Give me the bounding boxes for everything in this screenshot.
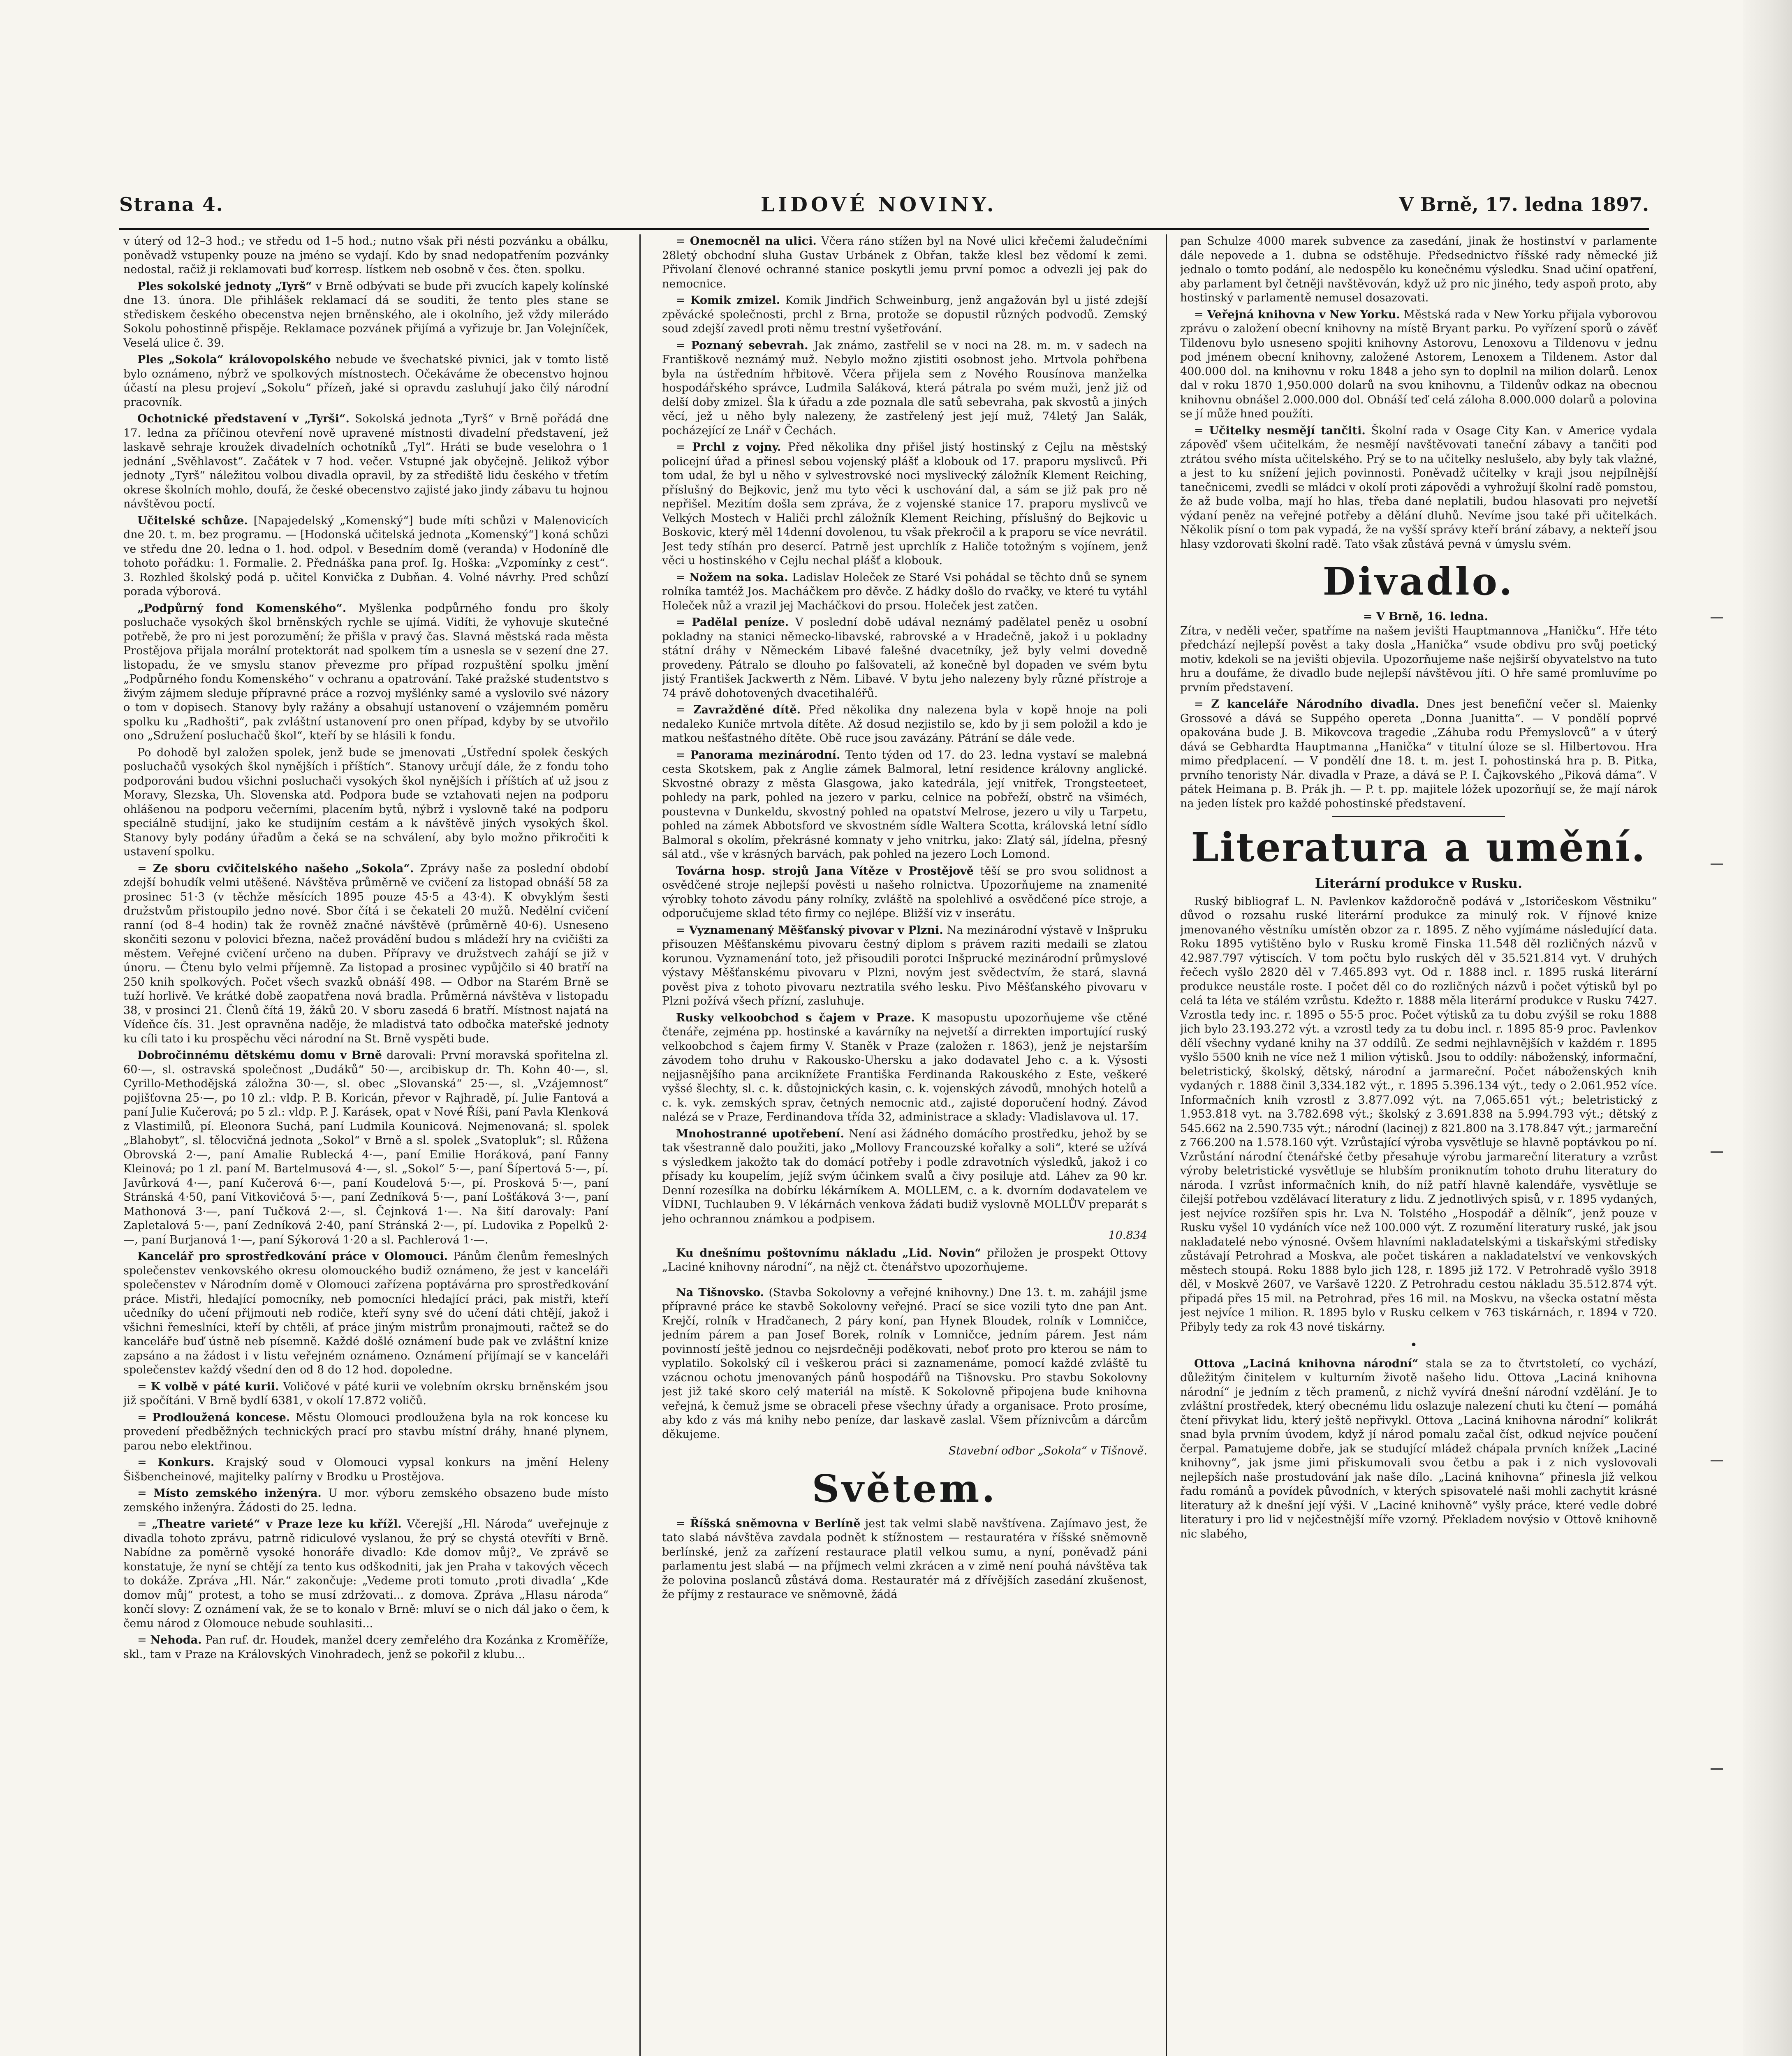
article: = Padělal peníze. V poslední době udával neznámý padělatel peněz u osobní pokladny na stanici německo-libavské, rabrovské a v Hradečně, jakož i u pokladny státní dráhy v Německém Libavé falešné dvacetníky, jež byly velmi dovedně provedeny. Pátralo se dlouho po falšovateli, až konečně byl dopaden ve svém bytu jistý František Jackwerth z Něm. Libavé. V bytu jeho nalezeny byly různé přístroje a 74 právě dohotovených dvacetihaléřů. xyxy=(662,616,1147,700)
article xyxy=(123,602,609,743)
article-title: Poznaný sebevrah. xyxy=(691,339,808,352)
article-text: Jak známo, zastřelil se v noci na 28. m. m. v sadech na Františkově neznámý muž. Nebylo možno zjistiti osobnost jeho. Mrtvola pohřbena byla na ústředním hřbitově. Včera přijela sem z Nového Rousínova manželka hospodářského správce, Ludmila Saláková, která pátrala po svém muži, jenž již od delší doby zmizel. Šla k úřadu a zde poznala dle satů sebevraha, pak skvostů a jiných věcí, jež u něho byly nalezeny, že zastřelený jest její muž, 74letý Jan Salák, pocházející ze Lnář v Čechách. xyxy=(662,339,1147,437)
article-subheading: Literární produkce v Rusku. xyxy=(1315,875,1523,891)
article: = Veřejná knihovna v New Yorku. Městská rada v New Yorku přijala vyborovou zprávu o založení obecní knihovny na místě Bryant parku. Po vyřízení sporů o závěť Tildenovu bylo usneseno spojiti knihovny Astorovu, Lenoxovu a Tildenovu v jednu pod jménem obecní knihovny, založené Astorem, Lenoxem a Tildenem. Astor dal 400.000 dol. na knihovnu v roku 1848 a jeho syn to doplnil na milion dolarů. Lenox dal v roku 1870 1,950.000 dolarů na svou knihovnu, a Tildenův odkaz na obecnou knihovnu obnášel 2.000.000 dol. Obnáší teď celá záloha 8.000.000 dolarů a polovina se jí může hned použíti. xyxy=(1180,308,1657,420)
article xyxy=(1180,610,1657,695)
divider xyxy=(1332,816,1505,817)
article-text: Dnes jest benefiční večer sl. Maienky Grossové a dává se Suppého opereta „Donna Juanitta“. — V pondělí poprvé opakována bude J. B. Mikovcova tragedie „Záhuba rodu Přemyslovců“ a v úterý dává se Gebhardta Hauptmanna „Hanička“ v titulní úloze se sl. Hilbertovou. Hra mimo předplacení. — V pondělí dne 18. t. m. jest I. pohostinská hra p. B. Pitka, prvního tenoristy Nár. divadla v Praze, a dává se P. I. Čajkovského „Piková dáma“. V pátek Heimana p. B. Prák jh. — P. t. pp. majitele lóžek upozorňují se, že mají nárok na jeden lístek pro každé pohostinské představení. xyxy=(1180,698,1657,810)
article-title: Panorama mezinárodní. xyxy=(690,748,840,762)
article-text: Po dohodě byl založen spolek, jenž bude se jmenovati „Ústřední spolek českých posluchačů vysokých škol nynějších i příštích“. Stanovy určují dále, že z fondu toho podporováni budou všichni posluchači vysokých škol nynějších i příštích ať už jsou z Moravy, Slezska, Uh. Slovenska atd. Podpora bude se vztahovati nejen na podporu ohlášenou na podporu večerními, placením bytů, nýbrž i vyslovně také na podporu speciálně studijní, jako ke studijním cestám a k návštěvě jiných vysokých škol. Stanovy byly podány úřadům a čeká se na schválení, aby bylo možno přikročiti k ustavení spolku. xyxy=(123,746,609,858)
masthead: LIDOVÉ NOVINY. xyxy=(761,193,997,216)
page-number: Strana 4. xyxy=(119,193,224,215)
article: = Konkurs. Krajský soud v Olomouci vypsal konkurs na jmění Heleny Šišbencheinové, majitelky palírny v Brodku u Prostějova. xyxy=(123,1456,609,1483)
article-text: Zítra, v neděli večer, spatříme na našem jevišti Hauptmannova „Haničku“. Hře této předchází nejlepší pověst a taky dosla „Hanička“ vsude obdivu pro svůj poetický motiv, kdekoli se na jevišti objevila. Upozorňujeme naše nejširší obyvatelstvo na tuto hru a doufáme, že divadlo bude nejlepší návštěvou jíti. O hře samé promluvíme po prvním představení. xyxy=(1180,624,1657,694)
article: = Onemocněl na ulici. Včera ráno stížen byl na Nové ulici křečemi žaludečními 28letý obchodní sluha Gustav Urbánek z Obřan, takže klesl bez vědomí k zemi. Přivolaní členové ochranné stanice poskytli jemu první pomoc a odvezli jej pak do nemocnice. xyxy=(662,235,1147,290)
divider xyxy=(868,1279,942,1280)
article xyxy=(123,514,609,599)
article-text: Městu Olomouci prodloužena byla na rok koncese ku provedení předběžných technických prací pro stavbu místní dráhy, hnané plynem, parou nebo elektřinou. xyxy=(123,1411,609,1452)
article xyxy=(123,280,609,351)
article-text: Včerejší „Hl. Národa“ uveřejnuje z divadla tohoto zprávu, patrně ridiculové vyslanou, že prý se chystá otevříti v Brně. Nabídne za poměrně vysoké honoráře divadlo: Kde domov můj?„ Ve zprávě se konstatuje, že nyní se chtějí za tento kus odškodniti, jak jen Praha v takových věcech to dokáže. Zpráva „Hl. Nár.“ zakončuje: „Vedeme proti tomuto ‚proti divadla‘ „Kde domov můj“ protest, a toho se musí zdržovati... z domova. Zpráva „Hlasu národa“ končí slovy: Z oznámení vak, že se to konalo v Brně: mluví se o nich dál jako o čem, k čemu národ z Olomouce nebude souhlasiti... xyxy=(123,1518,609,1630)
article-text: Komik Jindřich Schweinburg, jenž angažován byl u jisté zdejší zpěvácké společnosti, prchl z Brna, protože se dopustil různých podvodů. Zemský soud zdejší zavedl proti němu trestní vyšetřování. xyxy=(662,294,1147,335)
insertion-number: 10.834 xyxy=(1108,1229,1147,1242)
separator-dots: • xyxy=(1410,1338,1427,1352)
article xyxy=(662,1127,1147,1227)
article-text: Voličové v páté kurii ve volebním okrsku brněnském jsou již spočítáni. V Brně bydlí 6381, v okolí 17.872 voličů. xyxy=(123,1380,609,1407)
article xyxy=(1180,1357,1657,1542)
article-text: V poslední době udával neznámý padělatel peněz u osobní pokladny na stanici německo-libavské, rabrovské a v Hradečně, jakož i u pokladny státní dráhy v Německém Libavé falešné dvacetníky, jež byly velmi dovedně provedeny. Pátralo se dlouho po falšovateli, až konečně byl dopaden ve svém bytu jistý František Jackwerth z Něm. Libavé. V bytu jeho nalezeny byly různé přístroje a 74 právě dohotovených dvacetihaléřů. xyxy=(662,616,1147,700)
article-text: Myšlenka podpůrného fondu pro školy posluchače vysokých škol brněnských rychle se ujímá. Vidíti, že vyhovuje skutečné potřebě, že pro ni jest porozumění; že přišla v pravý čas. Slavná městská rada města Prostějova přijala morální protektorát nad spolkem tím a usnesla se v sezení dne 27. listopadu, že ve smyslu stanov převezme pro případ rozpuštění spolku jmění „Podpůrného fondu Komenského“ v ochranu a opatrování. Také pražské studentstvo s živým zájmem sleduje přípravné práce a rozvoj myšlénky samé a vyslovilo své názory o tom v dopisech. Stanovy byly ražány a obsahují ustanovení o vzájemném poměru spolku ku „Radhošti“, pak zvláštní ustanovení pro onen případ, kdyby by se utvořilo ono „Sdružení posluchačů škol“, kteří by se hlásili k fondu. xyxy=(123,602,609,742)
article: = Zavražděné dítě. Před několika dny nalezena byla v kopě hnoje na poli nedaleko Kuniče mrtvola dítěte. Až dosud nezjistilo se, kdo by ji sem položil a kdo je matkou nešťastného dítěte. Obě ruce jsou zavázány. Pátrání se dále vede. xyxy=(662,704,1147,745)
article-text: Před několika dny nalezena byla v kopě hnoje na poli nedaleko Kuniče mrtvola dítěte. Až dosud nezjistilo se, kdo by ji sem položil a kdo je matkou nešťastného dítěte. Obě ruce jsou zavázány. Pátrání se dále vede. xyxy=(662,704,1147,745)
article-title: Učitelky nesmějí tančiti. xyxy=(1209,424,1366,437)
article-text: Zprávy naše za poslední období zdejší bohudík velmi utěšené. Návštěva průměrně ve cvičení za listopad obnáší 58 za prosinec 51·3 (v těchže měsících 1895 pouze 45·5 a 43·4). K obvyklým šesti družstvům přistoupilo jedno nové. Sbor čítá i se čekateli 20 mužů. Nedělní cvičení ranní (od 8–4 hodin) tak že rovněž značné návštěvě (průměrně 40·6). Usneseno skončiti sezonu v polovici března, načež provádění budou s mládeží hry na cvičišti za městem. Veřejné cvičení určeno na duben. Přípravy ve družstvech zahájí se již v únoru. — Čtenu bylo velmi příjemně. Za listopad a prosinec vypůjčilo si 40 bratří na 250 knih spolkových. Počet všech svazků obnáší 498. — Odbor na Starém Brně se tuží horlivě. Ve krátké době zaopatřena nová bradla. Průměrná návštěva v listopadu 38, v prosinci 21. Členů čítá 19, žáků 20. V sboru zasedá 6 bratří. Místnost najatá na Vídeňce čís. 31. Jest opravněna naděje, že mladistvá tato odbočka mateřské jednoty ku cíli tato i ku prospěchu věci národní na St. Brně vyspěti bude. xyxy=(123,862,609,1045)
article-text: Na mezinárodní výstavě v Inšpruku přisouzen Měšťanskému pivovaru čestný diplom s právem raziti medaili se zlatou korunou. Vyznamenání toto, jež přisoudili porotci Inšprucké mezinárodní průmyslové výstavy Měšťanskému pivovaru v Plzni, novým jest svědectvím, že stará, slavná pověst piva z tohoto pivovaru neztratila svého lesku. Pivo Měšťanského pivovaru v Plzni požívá všech přízní, zasluhuje. xyxy=(662,924,1147,1007)
article-text: Včera ráno stížen byl na Nové ulici křečemi žaludečními 28letý obchodní sluha Gustav Urbánek z Obřan, takže klesl bez vědomí k zemi. Přivolaní členové ochranné stanice poskytli jemu první pomoc a odvezli jej pak do nemocnice. xyxy=(662,235,1147,290)
article-title: Konkurs. xyxy=(157,1456,215,1469)
article-title: Mnohostranné upotřebení. xyxy=(676,1127,844,1140)
article xyxy=(662,864,1147,921)
article-title: Nožem na soka. xyxy=(689,571,788,584)
article-title: Prchl z vojny. xyxy=(692,441,781,454)
article-title: Dobročinnému dětskému domu v Brně xyxy=(137,1049,382,1062)
article-title: Učitelské schůze. xyxy=(137,514,248,527)
article-text: stala se za to čtvrtstoletí, co vychází, důležitým činitelem v kulturním životě našeho lidu. Ottova „Laciná knihovna národní“ je jedním z těch pramenů, z nichž vyvírá dnešní národní vzdělání. Je to zvláštní prostředek, který obecnému lidu oslazuje nalezení chuti ku čtení — pomáhá čtení přivykat lidu, který ještě nepřivykl. Ottova „Laciná knihovna národní“ kolikrát snad byla prvním úvodem, když jí národ pomalu začal číst, odkud nejvíce poučení čerpal. Pamatujeme dobře, jak se studující mládež chápala prvních knížek „Laciné knihovny“, jak jsme jimi přiskumovali svou četbu a pak i z nich vyslovovali nejlepších naše prostudování jak naše dílo. „Laciná knihovna“ přinesla již velkou řadu románů a povídek původních, v kterých spisovatelé naši mohli zachytit krásné literatury až k dnešní její výši. V „Laciné knihovně“ vyšly práce, které vedle dobré literatury i pro lid v nejčestnější míře vzorný. Překladem novýsio v Ottově knihovně nic slabého, xyxy=(1180,1357,1657,1540)
article: = Nožem na soka. Ladislav Holeček ze Staré Vsi pohádal se těchto dnů se synem rolníka tamtéž Jos. Macháčkem pro děvče. Z hádky došlo do rvačky, ve které tu vytáhl Holeček nůž a vrazil jej Macháčkovi do prsou. Holeček jest zatčen. xyxy=(662,571,1147,612)
edge-mark xyxy=(1711,1768,1723,1770)
article-text: [Napajedelský „Komenský“] bude míti schůzi v Malenovicích dne 20. t. m. bez programu. — [Hodonská učitelská jednota „Komenský“] koná schůzi ve středu dne 20. ledna o 1. hod. odpol. v Besedním domě (veranda) v Hodoníně dle tohoto pořádku: 1. Formalie. 2. Přednáška pana prof. Ig. Hoška: „Vzpomínky z cest“. 3. Rozhled školský podá p. učitel Konvička z Dubňan. 4. Volné návrhy. Pred schůzí porada výborová. xyxy=(123,514,609,598)
article: = „Theatre varieté“ v Praze leze ku křížl. Včerejší „Hl. Národa“ uveřejnuje z divadla tohoto zprávu, patrně ridiculové vyslanou, že prý se chystá otevříti v Brně. Nabídne za poměrně vysoké honoráře divadlo: Kde domov můj?„ Ve zprávě se konstatuje, že nyní se chtějí za tento kus odškodniti, jak jen Praha v takových věcech to dokáže. Zpráva „Hl. Nár.“ zakončuje: „Vedeme proti tomuto ‚proti divadla‘ „Kde domov můj“ protest, a toho se musí zdržovati... z domova. Zpráva „Hlasu národa“ končí slovy: Z oznámení vak, že se to konalo v Brně: mluví se o nich dál jako o čem, k čemu národ z Olomouce nebude souhlasiti... xyxy=(123,1518,609,1630)
article-text: Krajský soud v Olomouci vypsal konkurs na jmění Heleny Šišbencheinové, majitelky palírny v Brodku u Prostějova. xyxy=(123,1456,609,1483)
article-title: Veřejná knihovna v New Yorku. xyxy=(1207,308,1400,321)
section-heading-divadlo: Divadlo. xyxy=(1322,559,1515,604)
article-text: Před několika dny přišel jistý hostinský z Cejlu na městský policejní úřad a přinesl sebou vojenský plášť a klobouk od 17. praporu myslivců. Při tom udal, že byl u něho v sylvestrovské noci myslivecký záložník Klement Reiching, příslušný do Bejkovic, jenž mu tyto věci k uschování dal, a sám se již pak pro ně nepřišel. Mezitím došla sem zpráva, že z vojenské stanice 17. praporu myslivců ve Velkých Mostech v Haliči prchl záložník Klement Reiching, příslušný do Bejkovic u Boskovic, který měl 14denní dovolenou, tu však překročil a k praporu se více nevrátil. Jest tedy stíhán pro desercí. Patrně jest uprchlík z Haliče totožným s vojínem, jenž věci u hostinského v Cejlu nechal plášť a klobouk. xyxy=(662,441,1147,567)
article xyxy=(662,1246,1147,1275)
article-title: Kancelář pro sprostředkování práce v Olomouci. xyxy=(137,1250,448,1263)
article-title: Ku dnešnímu poštovnímu nákladu „Lid. Novin“ xyxy=(676,1246,982,1260)
page-header xyxy=(119,193,1649,226)
article-title: K volbě v páté kurii. xyxy=(150,1380,279,1393)
article-title: „Podpůrný fond Komenského“. xyxy=(137,602,347,615)
article-title: Zavražděné dítě. xyxy=(693,704,801,716)
article-title: Ze sboru cvičitelského našeho „Sokola“. xyxy=(153,862,414,875)
article: = Poznaný sebevrah. Jak známo, zastřelil se v noci na 28. m. m. v sadech na Františkově neznámý muž. Nebylo možno zjistiti osobnost jeho. Mrtvola pohřbena byla na ústředním hřbitově. Včera přijela sem z Nového Rousínova manželka hospodářského správce, Ludmila Saláková, která pátrala po svém muži, jenž již od delší doby zmizel. Šla k úřadu a zde poznala dle satů sebevraha, pak skvostů a jiných věcí, jež u něho byly nalezeny, že zastřelený jest její muž, 74letý Jan Salák, pocházející ze Lnář v Čechách. xyxy=(662,339,1147,437)
article-title: „Theatre varieté“ v Praze leze ku křížl. xyxy=(152,1518,402,1530)
edge-mark xyxy=(1711,617,1723,618)
page-edge-marks xyxy=(1711,617,1735,2056)
article-text: (Stavba Sokolovny a veřejné knihovny.) Dne 13. t. m. zahájil jsme přípravné práce ke stavbě Sokolovny veřejné. Prací se sice vozili tyto dne pan Ant. Krejčí, rolník v Hradčanech, 2 páry koní, pan Hynek Bloudek, rolník v Lomničce, jedním párem a pan Josef Borek, rolník v Lomničce, jedním párem. Jest nám povinností ještě jednou co nejsrdečněji poděkovati, neboť proto pro kterou se nám to vyplatilo. Sokolský cíl i veškerou práci si zaznamenáme, pomocí každé zvláště tu vzácnou ochotu jmenovaných pánů hospodářů na Tišnovsku. Pro stavbu Sokolovny jest již také skoro celý materiál na místě. K Sokolovně připojena bude knihovna veřejná, k čemuž jsme se obraceli přese všechny úřady a organisace. Proto prosíme, aby kdo z vás má knihy nebo peníze, dar laskavě zaslal. Všem příznivcům a dárcům děkujeme. xyxy=(662,1286,1147,1441)
section-heading-svetem: Světem. xyxy=(812,1466,998,1511)
article: = Ze sboru cvičitelského našeho „Sokola“. Zprávy naše za poslední období zdejší bohudík velmi utěšené. Návštěva průměrně ve cvičení za listopad obnáší 58 za prosinec 51·3 (v těchže měsících 1895 pouze 45·5 a 43·4). K obvyklým šesti družstvům přistoupilo jedno nové. Sbor čítá i se čekateli 20 mužů. Nedělní cvičení ranní (od 8–4 hodin) tak že rovněž značné návštěvě (průměrně 40·6). Usneseno skončiti sezonu v polovici března, načež provádění budou s mládeží hry na cvičišti za městem. Veřejné cvičení určeno na duben. Přípravy ve družstvech zahájí se již v únoru. — Čtenu bylo velmi příjemně. Za listopad a prosinec vypůjčilo si 40 bratří na 250 knih spolkových. Počet všech svazků obnáší 498. — Odbor na Starém Brně se tuží horlivě. Ve krátké době zaopatřena nová bradla. Průměrná návštěva v listopadu 38, v prosinci 21. Členů čítá 19, žáků 20. V sboru zasedá 6 bratří. Místnost najatá na Vídeňce čís. 31. Jest opravněna naděje, že mladistvá tato odbočka mateřské jednoty ku cíli tato i ku prospěchu věci národní na St. Brně vyspěti bude. xyxy=(123,862,609,1045)
article-text: Sokolská jednota „Tyrš“ v Brně pořádá dne 17. ledna za příčinou otevření nově upravené místnosti divadelní představení, jež laskavě sehraje kroužek divadelních ochotníků „Tyl“. Hráti se bude veselohra o 1 jednání „Svěhlavost“. Začátek v 7 hod. večer. Vstupné jak obyčejně. Jelikož výbor jednoty „Tyrš“ náležitou volbou divadla opravil, by za střediště lidu českého v třetím okrese školních mohlo, doufá, že české obecenstvo zajisté jako jindy zábavu tu hojnou návštěvou poctí. xyxy=(123,412,609,510)
column-rule xyxy=(1166,234,1167,2056)
article xyxy=(662,1011,1147,1125)
article-text: Není asi žádného domácího prostředku, jehož by se tak všestranně dalo použiti, jako „Mollovy Francouzské kořalky a soli“, které se užívá s výsledkem jakožto tak do domácí potřeby i podle zdravotních výsledků, jakož i co přísady ku koupelím, jejíž svým účinkem svalů a čivy posiluje atd. Láhev za 90 kr. Denní rozesílka na dobírku lékárníkem A. MOLLEM, c. a k. dvorním dodavatelem ve VÍDNI, Tuchlauben 9. V lékárnách venkova žádati budiž vyslovně MOLLŮV preparát s jeho ochrannou známkou a podpisem. xyxy=(662,1127,1147,1225)
article-title: Rusky velkoobchod s čajem v Praze. xyxy=(676,1011,915,1024)
article-title: Onemocněl na ulici. xyxy=(690,235,817,248)
article: = Říšská sněmovna v Berlíně jest tak velmi slabě navštívena. Zajímavo jest, že tato slabá návštěva zavdala podnět k stížnostem — restauratéra v říšské sněmovně berlínské, jenž za zařízení restaurace platil velkou sumu, a nyní, poněvadž páni parlamentu jest slabá — na příjmech velmi zkrácen a v zimě není pouhá návštěva tak že polovina poslanců zůstává doma. Restauratér má z dřívějších zasedání zkušenost, že příjmy z restaurace ve sněmovně, žádá xyxy=(662,1517,1147,1601)
article xyxy=(123,1250,609,1378)
edge-mark xyxy=(1711,1460,1723,1461)
article xyxy=(123,412,609,512)
article-text: Školní rada v Osage City Kan. v Americe vydala zápověď všem učitelkám, že nesmějí navštěvovati taneční zábavy a tančiti pod ztrátou svého místa učitelského. Prý se to na učitelky neslušelo, aby byly tak vlažné, a jest to ku snížení jejich povinnosti. Poněvadž učitelky v kraji jsou nejpílnější tanečnicemi, zvedli se mládci v okolí proti zápovědi a vyhrožují školní radě pomstou, že až bude volba, mají ho hlas, třeba dané neplatili, budou hlasovati pro nejvetší výdaní peněz na veřejné potřeby a dělání dluhů. Nevíme jsou také při učitelkách. Několik písní o tom pak vypadá, že na vyšší správy kteří brání zábavy, a nekteří jsou hlasy vzdorovati školní radě. Tato však zůstává pevná v úmyslu svém. xyxy=(1180,424,1657,551)
article: = Prodloužená koncese. Městu Olomouci prodloužena byla na rok koncese ku provedení předběžných technických prací pro stavbu místní dráhy, hnané plynem, parou nebo elektřinou. xyxy=(123,1411,609,1452)
article-title: Říšská sněmovna v Berlíně xyxy=(690,1517,861,1530)
article-title: Na Tišnovsko. xyxy=(676,1286,764,1299)
article-title: Ples sokolské jednoty „Tyrš“ xyxy=(137,280,312,293)
article-title: Místo zemského inženýra. xyxy=(153,1487,322,1500)
article: = Učitelky nesmějí tančiti. Školní rada v Osage City Kan. v Americe vydala zápověď všem učitelkám, že nesmějí navštěvovati taneční zábavy a tančiti pod ztrátou svého místa učitelského. Prý se to na učitelky neslušelo, aby byly tak vlažné, a jest to ku snížení jejich povinnosti. Poněvadž učitelky v kraji jsou nejpílnější tanečnicemi, zvedli se mládci v okolí proti zápovědi a vyhrožují školní radě pomstou, že až bude volba, mají ho hlas, třeba dané neplatili, budou hlasovati pro nejvetší výdaní peněz na veřejné potřeby a dělání dluhů. Nevíme jsou také při učitelkách. Několik písní o tom pak vypadá, že na vyšší správy kteří brání zábavy, a nekteří jsou hlasy vzdorovati školní radě. Tato však zůstává pevná v úmyslu svém. xyxy=(1180,424,1657,551)
article: = Prchl z vojny. Před několika dny přišel jistý hostinský z Cejlu na městský policejní úřad a přinesl sebou vojenský plášť a klobouk od 17. praporu myslivců. Při tom udal, že byl u něho v sylvestrovské noci myslivecký záložník Klement Reiching, příslušný do Bejkovic, jenž mu tyto věci k uschování dal, a sám se již pak pro ně nepřišel. Mezitím došla sem zpráva, že z vojenské stanice 17. praporu myslivců ve Velkých Mostech v Haliči prchl záložník Klement Reiching, příslušný do Bejkovic u Boskovic, který měl 14denní dovolenou, tu však překročil a k praporu se více nevrátil. Jest tedy stíhán pro desercí. Patrně jest uprchlík z Haliče totožným s vojínem, jenž věci u hostinského v Cejlu nechal plášť a klobouk. xyxy=(662,441,1147,567)
header-rule xyxy=(119,228,1649,230)
article-text: jest tak velmi slabě navštívena. Zajímavo jest, že tato slabá návštěva zavdala podnět k stížnostem — restauratéra v říšské sněmovně berlínské, jenž za zařízení restaurace platil velkou sumu, a nyní, poněvadž páni parlamentu jest slabá — na příjmech velmi zkrácen a v zimě není pouhá návštěva tak že polovina poslanců zůstává doma. Restauratér má z dřívějších zasedání zkušenost, že příjmy z restaurace ve sněmovně, žádá xyxy=(662,1517,1147,1601)
article: = Panorama mezinárodní. Tento týden od 17. do 23. ledna vystaví se malebná cesta Skotskem, pak z Anglie zámek Balmoral, letní residence královny anglické. Skvostné obrazy z města Glasgowa, jako katedrála, její vnitřek, Trongsteeteet, pohledy na park, pohled na jezero v parku, celnice na pobřeží, obstrč na všiméch, poustevna v Dunkeldu, skvostný pohled na opatství Melrose, jezero u vily u Tarpetu, pohled na zámek Abbotsford ve skvostném sídle Waltera Scotta, královská letní sídlo Balmoral s okolím, překrásné komnaty v jeho vnitrku, jako: Zlatý sál, jídelna, přesný sál atd., vše v krásných barvách, pak pohled na jezero Loch Lomond. xyxy=(662,748,1147,861)
article-title: Ples „Sokola“ královopolského xyxy=(137,353,331,366)
article-text: Tento týden od 17. do 23. ledna vystaví se malebná cesta Skotskem, pak z Anglie zámek Balmoral, letní residence královny anglické. Skvostné obrazy z města Glasgowa, jako katedrála, její vnitřek, Trongsteeteet, pohledy na park, pohled na jezero v parku, celnice na pobřeží, obstrč na všiméch, poustevna v Dunkeldu, skvostný pohled na opatství Melrose, jezero u vily u Tarpetu, pohled na zámek Abbotsford ve skvostném sídle Waltera Scotta, královská letní sídlo Balmoral s okolím, překrásné komnaty v jeho vnitrku, jako: Zlatý sál, jídelna, přesný sál atd., vše v krásných barvách, pak pohled na jezero Loch Lomond. xyxy=(662,748,1147,861)
article-title: Vyznamenaný Měšťanský pivovar v Plzni. xyxy=(689,924,943,937)
article: = Z kanceláře Národního divadla. Dnes jest benefiční večer sl. Maienky Grossové a dává se Suppého opereta „Donna Juanitta“. — V pondělí poprvé opakována bude J. B. Mikovcova tragedie „Záhuba rodu Přemyslovců“ a v úterý dává se Gebhardta Hauptmanna „Hanička“ v titulní úloze se sl. Hilbertovou. Hra mimo předplacení. — V pondělí dne 18. t. m. jest I. pohostinská hra p. B. Pitka, prvního tenoristy Nár. divadla v Praze, a dává se P. I. Čajkovského „Piková dáma“. V pátek Heimana p. B. Prák jh. — P. t. pp. majitele lóžek upozorňují se, že mají nárok na jeden lístek pro každé pohostinské představení. xyxy=(1180,698,1657,810)
article-text: přiložen je prospekt Ottovy „Laciné knihovny národní“, na nějž ct. čtenářstvo upozorňujeme. xyxy=(662,1246,1147,1273)
article-text: nebude ve švechatské pivnici, jak v tomto listě bylo oznámeno, nýbrž ve spolkových místnostech. Očekáváme že obecenstvo hojnou účastí na plesu projeví „Sokolu“ přízeň, jaké si opravdu zasluhují jako čilý národní pracovník. xyxy=(123,353,609,409)
column-rule xyxy=(639,234,641,2056)
article-title: Prodloužená koncese. xyxy=(152,1411,290,1424)
article: = Komik zmizel. Komik Jindřich Schweinburg, jenž angažován byl u jisté zdejší zpěvácké společnosti, prchl z Brna, protože se dopustil různých podvodů. Zemský soud zdejší zavedl proti němu trestní vyšetřování. xyxy=(662,294,1147,335)
article: = Místo zemského inženýra. U mor. výboru zemského obsazeno bude místo zemského inženýra. Žádosti do 25. ledna. xyxy=(123,1487,609,1514)
article-text: darovali: První moravská spořitelna zl. 60·—, sl. ostravská společnost „Dudáků“ 50·—, arcibiskup dr. Th. Kohn 40·—, sl. Cyrillo-Methodějská záložna 30·—, sl. obec „Slovanská“ 25·—, sl. „Vzájemnost“ pojišťovna 25·—, po 10 zl.: vldp. P. B. Koricán, převor v Rajhradě, pí. Julie Fantová a paní Julie Kučerová; po 5 zl.: vldp. P. J. Karásek, opat v Nové Říši, paní Pavla Klenková z Vlastimilů, pí. Eleonora Suchá, paní Ludmila Kounicová. Nejmenovaná; sl. spolek „Blahobyt“, sl. tělocvičná jednota „Sokol“ v Brně a sl. spolek „Svatopluk“; sl. Růžena Obrovská 2·—, paní Amalie Rublecká 4·—, paní Emilie Horáková, paní Fanny Kleinová; po 1 zl. paní M. Bartelmusová 4·—, sl. „Sokol“ 5·—, paní Šípertová 5·—, pí. Javůrková 4·—, paní Kučerová 6·—, paní Koudelová 5·—, pí. Prosková 5·—, paní Stránská 4·50, paní Vitkovičová 5·—, paní Zedníková 5·—, paní Lošťáková 3·—, paní Mathonová 3·—, paní Tučková 2·—, sl. Čejnková 1·—. Na šití darovaly: Paní Zapletalová 5·—, paní Zedníková 2·40, paní Stránská 2·—, pí. Ludovika z Popelků 2·—, paní Burjanová 1·—, paní Sýkorová 1·20 a sl. Pachlerová 1·—. xyxy=(123,1049,609,1246)
column-2 xyxy=(662,234,1147,2056)
article-text: Městská rada v New Yorku přijala vyborovou zprávu o založení obecní knihovny na místě Bryant parku. Po vyřízení sporů o závěť Tildenovu bylo usneseno spojiti knihovny Astorovu, Lenoxovu a Tildenovu v jednu pod jménem obecní knihovny, založené Astorem, Lenoxem a Tildenem. Astor dal 400.000 dol. na knihovnu v roku 1848 a jeho syn to doplnil na milion dolarů. Lenox dal v roku 1870 1,950.000 dolarů na svou knihovnu, a Tildenův odkaz na obecnou knihovnu obnášel 2.000.000 dol. Obnáší teď celá záloha 8.000.000 dolarů a polovina se jí může hned použíti. xyxy=(1180,308,1657,420)
edge-mark xyxy=(1711,1151,1723,1153)
article-text: v úterý od 12–3 hod.; ve středu od 1–5 hod.; nutno však při nésti pozvánku a obálku, poněvadž vstupenky pouze na jméno se vydají. Kdo by snad nedopatřením pozvánky nedostal, račiž ji reklamovati buď korresp. lístkem neb osobně v čes. čten. spolku. xyxy=(123,235,609,276)
article xyxy=(123,353,609,410)
article-text: Pánům členům řemeslných společenstev venkovského okresu olomouckého budiž oznámeno, že jest v kanceláři společenstev v Národním domě v Olomouci zařízena poptávárna pro sprostředkování práce. Mistři, hledající pomocníky, neb pomocníci hledající práci, pak mistři, kteří učedníky do učení přijmouti neb rodiče, kteří syny své do učení dáti chtějí, jakož i všichni řemeslníci, kteří by chtěli, ať práce jiným mistrům pronajmouti, račtež se do kanceláře buď ústně neb písemně. Každé došlé oznámení bude pak ve zvláštní knize zapsáno a na žádost i v listu veřejném oznámeno. Oznámení přijímají se v kanceláři společenstev každý všední den od 8 do 12 hod. dopoledne. xyxy=(123,1250,609,1376)
article xyxy=(662,1286,1147,1442)
article-text: v Brně odbývati se bude při zvucích kapely kolínské dne 13. února. Dle přihlášek reklamací dá se souditi, že tento ples stane se střediskem českého obecenstva nejen brněnského, ale i okolního, jež vždy milerádo Sokolu pohostinně přispěje. Reklamace pozvánek přijímá a vyřizuje br. Jan Volejníček, Veselá ulice č. 39. xyxy=(123,280,609,350)
article-text: pan Schulze 4000 marek subvence za zasedání, jinak že hostinství v parlamente dále nepovede a 1. dubna se odstěhuje. Předsednictvo říšské rady německé již jednalo o tomto podání, ale nedospělo ku konečnému výsledku. Snad učiní opatření, aby parlament byl četněji navštěvován, když už pro nic jiného, tedy aspoň proto, aby hostinský v parlamentě nemusel dosazovati. xyxy=(1180,235,1657,304)
article-title: = V Brně, 16. ledna. xyxy=(1363,610,1489,623)
article-text: U mor. výboru zemského obsazeno bude místo zemského inženýra. Žádosti do 25. ledna. xyxy=(123,1487,609,1514)
article-text: Ruský bibliograf L. N. Pavlenkov každoročně podává v „Istoričeskom Věstniku“ důvod o rozsahu ruské literární produkce za minulý rok. V říjnové knize jmenovaného věstníku umístěn obzor za r. 1895. Z něho vyjímáme následující data. Roku 1895 vytištěno bylo v Rusku kromě Finska 11.548 děl rozličných názvů v 42.987.797 výtiscích. V tom počtu bylo ruských děl v 35.521.814 vyt. V druhých řečech vyšlo 2820 děl v 7.465.893 vyt. Od r. 1888 incl. r. 1895 ruská literární produkce neustále roste. I počet děl co do rozličných názvů i počet výtisků byl po celá ta léta ve stálém vzrůstu. Kdežto r. 1888 měla literární produkce v Rusku 7427. Vzrostla tedy inc. r. 1895 o 55·5 proc. Počet výtisků za tu dobu zvýšil se roku 1888 jich bylo 23.193.272 výt. a vzrostl tedy za tu dobu incl. r. 1895 85·9 proc. Pavlenkov dělí všechny vydané knihy na 37 oddílů. Ze sedmi nejhlavnějších v každém r. 1895 vyšlo 5500 knih ne více než 1 milion výtisků. Jsou to oddíly: náboženský, informační, beletristický, školský, dětský, národní a jarmareční. Počet náboženských knih vydaných r. 1888 činil 3,334.182 výt., r. 1895 5.396.134 výt., tedy o 2.061.952 více. Informačních knih vzrostl z 3.877.092 výt. na 7,065.651 výt.; beletristický z 1.953.818 vyt. na 3.782.698 výt.; školský z 3.691.838 na 5.994.793 výt.; dětský z 545.662 na 2.590.735 výt.; národní (lacinej) z 821.800 na 3.178.847 výt.; jarmareční z 766.200 na 1.578.160 výt. Vzrůstající výroba vysvětluje se hlavně poptávkou po ní. Vzrůstání národní čtenářské četby přesahuje výrobu jarmareční literatury a vzrůst výroby beletristické vysvětluje se hlubším proniknutím tohoto druhu literatury do národa. I vzrůst informačních knih, do níž patří hlavně kalendáře, vysvětluje se čilejší potřebou vzdělávací literatury z lidu. Z jednotlivých spisů, v r. 1895 vydaných, jest nejvíce rozšířen spis hr. Lva N. Tolstého „Hospodář a dělník“, jenž pouze v Rusku vyšel 10 vydáních více než 100.000 výt. Z rozumění literatury ruské, jak jsou nakladatelé nebo výnosné. Ovšem hlavními nakladatelskými a tiskařskými středisky zůstávají Petrohrad a Moskva, ale počet tiskáren a nakladatelství ve venkovských městech stoupá. Roku 1888 bylo jich 128, r. 1895 již 172. V Petrohradě vyšlo 3918 děl, v Moskvě 2607, ve Varšavě 1220. Z Petrohradu cestou nákladu 35.512.874 výt. připadá přes 15 mil. na Petrohrad, přes 16 mil. na Moskvu, na všecka ostatní města jest nejvíce 1 milion. R. 1895 bylo v Rusku celkem v 763 tiskárnách, r. 1894 v 720. Přibyly tedy za rok 43 nové tiskárny. xyxy=(1180,895,1657,1334)
section-heading-literatura: Literatura a umění. xyxy=(1191,824,1646,871)
article-title: Ottova „Laciná knihovna národní“ xyxy=(1194,1357,1419,1370)
article-text: těší se pro svou solidnost a osvědčené stroje nejlepší pověsti u našeho rolnictva. Upozorňujeme na znamenité výrobky tohoto závodu pány rolníky, zvláště na spolehlivé a osvědčené píce stroje, a odporučujeme sklad této firmy co nejlépe. Bližší viz v inserátu. xyxy=(662,864,1147,920)
article: = Nehoda. Pan ruf. dr. Houdek, manžel dcery zemřelého dra Kozánka z Kroměříže, skl., tam v Praze na Královských Vinohradech, jenž se pokořil z klubu... xyxy=(123,1634,609,1661)
place-date: V Brně, 17. ledna 1897. xyxy=(1399,193,1649,215)
article-text: K masopustu upozorňujeme vše ctěné čtenáře, zejména pp. hostinské a kavárníky na nejvetší a dirrekten importující ruský velkoobchod s čajem firmy V. Staněk v Praze (založen r. 1863), jenž je nejstarším závodem toho druhu v Rakousko-Uhersku a jako dodavatel Jeho c. a k. Výsosti nejjasnějšího pana arciknížete Františka Ferdinanda Rakouského z Este, veškeré vyšsé šlechty, sl. c. k. důstojnických kasin, c. k. vojenských závodů, mnohých hotelů a c. k. vyk. zemských sprav, četných nemocnic atd., zajisté doporučení hodný. Závod nalézá se v Praze, Ferdinandova třída 32, administrace a sklady: Vladislavova ul. 17. xyxy=(662,1011,1147,1123)
article-text: Ladislav Holeček ze Staré Vsi pohádal se těchto dnů se synem rolníka tamtéž Jos. Macháčkem pro děvče. Z hádky došlo do rvačky, ve které tu vytáhl Holeček nůž a vrazil jej Macháčkovi do prsou. Holeček jest zatčen. xyxy=(662,571,1147,612)
article-title: Komik zmizel. xyxy=(690,294,780,307)
column-1 xyxy=(123,234,609,2056)
edge-mark xyxy=(1711,864,1723,865)
column-3 xyxy=(1180,234,1657,2056)
article-title: Nehoda. xyxy=(150,1634,202,1646)
article-title: Padělal peníze. xyxy=(692,616,789,629)
article xyxy=(123,1049,609,1247)
article-signature: Stavební odbor „Sokola“ v Tišnově. xyxy=(948,1445,1147,1457)
article: = K volbě v páté kurii. Voličové v páté kurii ve volebním okrsku brněnském jsou již spočítáni. V Brně bydlí 6381, v okolí 17.872 voličů. xyxy=(123,1380,609,1407)
article-title: Továrna hosp. strojů Jana Vítěze v Prostějově xyxy=(676,864,974,878)
article-title: Ochotnické představení v „Tyrši“. xyxy=(137,412,350,425)
article: = Vyznamenaný Měšťanský pivovar v Plzni. Na mezinárodní výstavě v Inšpruku přisouzen Měšťanskému pivovaru čestný diplom s právem raziti medaili se zlatou korunou. Vyznamenání toto, jež přisoudili porotci Inšprucké mezinárodní průmyslové výstavy Měšťanskému pivovaru v Plzni, novým jest svědectvím, že stará, slavná pověst piva z tohoto pivovaru neztratila svého lesku. Pivo Měšťanského pivovaru v Plzni požívá všech přízní, zasluhuje. xyxy=(662,924,1147,1007)
article-text: Pan ruf. dr. Houdek, manžel dcery zemřelého dra Kozánka z Kroměříže, skl., tam v Praze na Královských Vinohradech, jenž se pokořil z klubu... xyxy=(123,1634,609,1661)
article-title: Z kanceláře Národního divadla. xyxy=(1211,698,1419,711)
